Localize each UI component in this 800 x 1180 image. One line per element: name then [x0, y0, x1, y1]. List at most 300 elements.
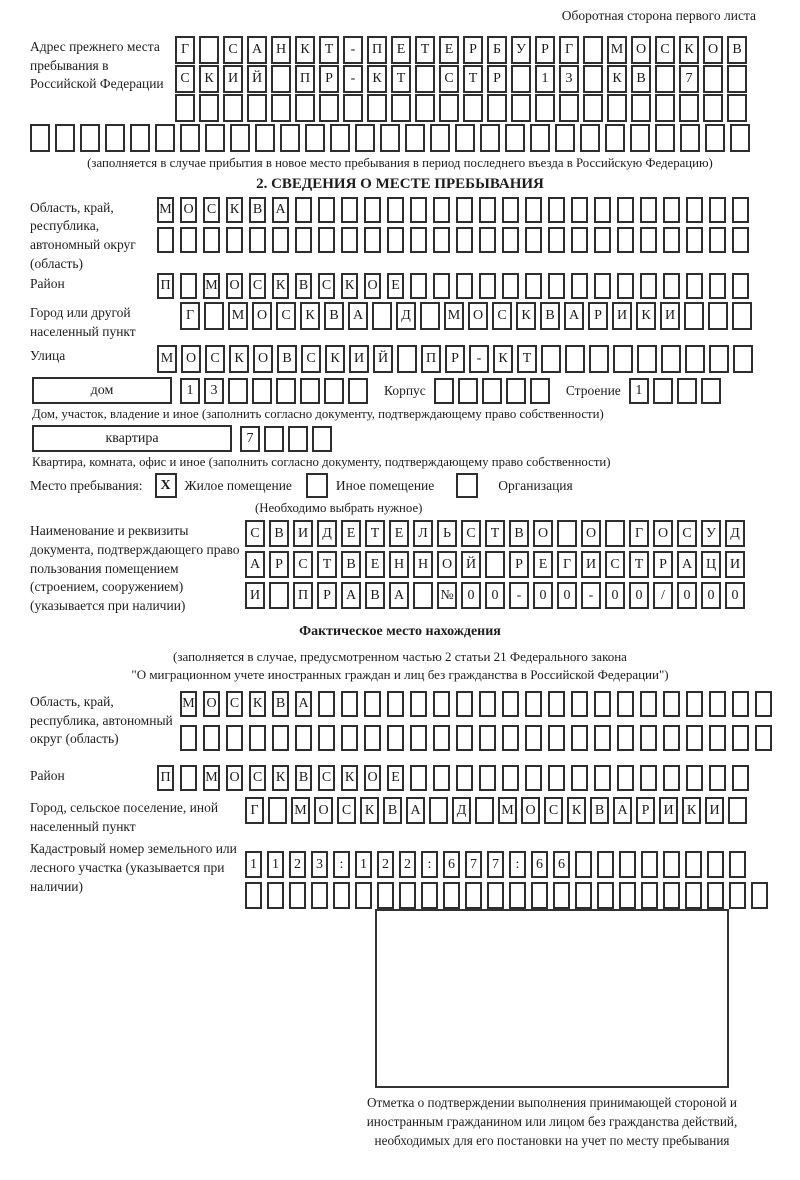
char-cell[interactable]: Г — [559, 36, 579, 64]
char-cell[interactable]: Д — [317, 520, 337, 547]
char-cell[interactable] — [272, 725, 289, 751]
char-cell[interactable] — [245, 882, 262, 909]
char-cell[interactable] — [479, 197, 496, 223]
char-cell[interactable] — [420, 302, 440, 330]
char-cell[interactable] — [755, 725, 772, 751]
char-cell[interactable] — [479, 765, 496, 791]
char-cell[interactable] — [709, 197, 726, 223]
char-cell[interactable]: С — [492, 302, 512, 330]
char-cell[interactable] — [502, 227, 519, 253]
char-cell[interactable] — [223, 94, 243, 122]
char-cell[interactable]: Р — [463, 36, 483, 64]
char-cell[interactable] — [663, 691, 680, 717]
char-cell[interactable] — [289, 882, 306, 909]
char-cell[interactable] — [311, 882, 328, 909]
char-cell[interactable] — [655, 124, 675, 152]
char-cell[interactable]: К — [229, 345, 249, 373]
char-cell[interactable] — [482, 378, 502, 404]
char-cell[interactable] — [247, 94, 267, 122]
char-cell[interactable]: В — [509, 520, 529, 547]
char-cell[interactable]: О — [533, 520, 553, 547]
char-cell[interactable]: И — [223, 65, 243, 93]
char-cell[interactable]: С — [439, 65, 459, 93]
char-cell[interactable] — [605, 124, 625, 152]
char-cell[interactable]: Р — [317, 582, 337, 609]
char-cell[interactable] — [276, 378, 296, 404]
char-cell[interactable] — [640, 273, 657, 299]
char-cell[interactable]: А — [272, 197, 289, 223]
char-cell[interactable] — [479, 691, 496, 717]
char-cell[interactable]: С — [245, 520, 265, 547]
char-cell[interactable] — [655, 94, 675, 122]
char-cell[interactable]: А — [341, 582, 361, 609]
char-cell[interactable] — [295, 725, 312, 751]
char-cell[interactable]: О — [364, 273, 381, 299]
char-cell[interactable]: О — [314, 797, 333, 824]
char-cell[interactable]: О — [703, 36, 723, 64]
char-cell[interactable] — [637, 345, 657, 373]
char-cell[interactable]: К — [325, 345, 345, 373]
char-cell[interactable]: К — [493, 345, 513, 373]
char-cell[interactable] — [684, 302, 704, 330]
char-cell[interactable] — [617, 725, 634, 751]
char-cell[interactable] — [203, 725, 220, 751]
char-cell[interactable]: М — [444, 302, 464, 330]
char-cell[interactable] — [732, 725, 749, 751]
char-cell[interactable] — [755, 691, 772, 717]
char-cell[interactable]: И — [581, 551, 601, 578]
char-cell[interactable] — [312, 426, 332, 452]
char-cell[interactable]: Г — [175, 36, 195, 64]
char-cell[interactable]: 0 — [557, 582, 577, 609]
char-cell[interactable]: Б — [487, 36, 507, 64]
char-cell[interactable]: В — [324, 302, 344, 330]
char-cell[interactable] — [548, 273, 565, 299]
char-cell[interactable] — [686, 227, 703, 253]
char-cell[interactable] — [410, 227, 427, 253]
char-cell[interactable]: Д — [452, 797, 471, 824]
char-cell[interactable]: О — [437, 551, 457, 578]
char-cell[interactable]: И — [659, 797, 678, 824]
char-cell[interactable] — [594, 725, 611, 751]
char-cell[interactable] — [324, 378, 344, 404]
char-cell[interactable] — [663, 765, 680, 791]
char-cell[interactable]: П — [157, 273, 174, 299]
char-cell[interactable] — [640, 227, 657, 253]
char-cell[interactable]: К — [199, 65, 219, 93]
char-cell[interactable]: К — [272, 273, 289, 299]
char-cell[interactable] — [597, 882, 614, 909]
char-cell[interactable] — [571, 227, 588, 253]
char-cell[interactable] — [410, 691, 427, 717]
char-cell[interactable] — [548, 227, 565, 253]
char-cell[interactable] — [703, 65, 723, 93]
char-cell[interactable]: Н — [413, 551, 433, 578]
char-cell[interactable]: 1 — [535, 65, 555, 93]
char-cell[interactable] — [458, 378, 478, 404]
char-cell[interactable]: К — [295, 36, 315, 64]
char-cell[interactable] — [433, 691, 450, 717]
char-cell[interactable]: Т — [415, 36, 435, 64]
char-cell[interactable]: - — [509, 582, 529, 609]
char-cell[interactable]: 0 — [605, 582, 625, 609]
char-cell[interactable]: К — [360, 797, 379, 824]
char-cell[interactable]: 3 — [559, 65, 579, 93]
char-cell[interactable] — [728, 797, 747, 824]
char-cell[interactable]: В — [249, 197, 266, 223]
char-cell[interactable] — [511, 65, 531, 93]
char-cell[interactable]: М — [291, 797, 310, 824]
char-cell[interactable] — [205, 124, 225, 152]
char-cell[interactable] — [487, 94, 507, 122]
char-cell[interactable]: Н — [389, 551, 409, 578]
char-cell[interactable] — [686, 197, 703, 223]
char-cell[interactable]: Г — [557, 551, 577, 578]
char-cell[interactable] — [430, 124, 450, 152]
char-cell[interactable] — [686, 765, 703, 791]
char-cell[interactable] — [640, 725, 657, 751]
char-cell[interactable]: Д — [396, 302, 416, 330]
char-cell[interactable] — [686, 273, 703, 299]
char-cell[interactable]: В — [383, 797, 402, 824]
char-cell[interactable] — [617, 691, 634, 717]
char-cell[interactable] — [252, 378, 272, 404]
char-cell[interactable] — [530, 378, 550, 404]
char-cell[interactable] — [653, 378, 673, 404]
char-cell[interactable]: С — [318, 273, 335, 299]
char-cell[interactable]: М — [203, 273, 220, 299]
char-cell[interactable] — [594, 691, 611, 717]
char-cell[interactable] — [272, 227, 289, 253]
char-cell[interactable]: Е — [391, 36, 411, 64]
char-cell[interactable] — [456, 765, 473, 791]
char-cell[interactable] — [548, 197, 565, 223]
char-cell[interactable]: Е — [387, 273, 404, 299]
char-cell[interactable]: : — [421, 851, 438, 878]
char-cell[interactable]: : — [509, 851, 526, 878]
char-cell[interactable] — [391, 94, 411, 122]
char-cell[interactable]: 6 — [443, 851, 460, 878]
char-cell[interactable]: И — [245, 582, 265, 609]
char-cell[interactable] — [709, 273, 726, 299]
char-cell[interactable]: Е — [387, 765, 404, 791]
char-cell[interactable]: О — [181, 345, 201, 373]
char-cell[interactable]: С — [544, 797, 563, 824]
char-cell[interactable]: 2 — [399, 851, 416, 878]
char-cell[interactable] — [553, 882, 570, 909]
char-cell[interactable] — [180, 273, 197, 299]
char-cell[interactable]: И — [293, 520, 313, 547]
char-cell[interactable] — [732, 273, 749, 299]
char-cell[interactable]: А — [406, 797, 425, 824]
char-cell[interactable]: 7 — [487, 851, 504, 878]
char-cell[interactable] — [333, 882, 350, 909]
char-cell[interactable]: 1 — [180, 378, 200, 404]
char-cell[interactable] — [405, 124, 425, 152]
char-cell[interactable] — [180, 227, 197, 253]
char-cell[interactable] — [655, 65, 675, 93]
char-cell[interactable]: К — [300, 302, 320, 330]
char-cell[interactable] — [479, 227, 496, 253]
char-cell[interactable] — [318, 227, 335, 253]
char-cell[interactable]: / — [653, 582, 673, 609]
char-cell[interactable]: В — [365, 582, 385, 609]
char-cell[interactable]: 1 — [629, 378, 649, 404]
char-cell[interactable] — [732, 765, 749, 791]
char-cell[interactable]: Р — [269, 551, 289, 578]
char-cell[interactable] — [439, 94, 459, 122]
char-cell[interactable] — [421, 882, 438, 909]
char-cell[interactable]: П — [157, 765, 174, 791]
char-cell[interactable]: А — [613, 797, 632, 824]
char-cell[interactable] — [80, 124, 100, 152]
char-cell[interactable] — [707, 882, 724, 909]
char-cell[interactable] — [701, 378, 721, 404]
char-cell[interactable]: И — [725, 551, 745, 578]
char-cell[interactable] — [288, 426, 308, 452]
char-cell[interactable] — [367, 94, 387, 122]
char-cell[interactable]: М — [203, 765, 220, 791]
char-cell[interactable] — [541, 345, 561, 373]
char-cell[interactable] — [525, 197, 542, 223]
char-cell[interactable] — [433, 725, 450, 751]
char-cell[interactable]: Й — [461, 551, 481, 578]
char-cell[interactable] — [555, 124, 575, 152]
char-cell[interactable]: Р — [445, 345, 465, 373]
char-cell[interactable]: К — [272, 765, 289, 791]
char-cell[interactable] — [571, 691, 588, 717]
char-cell[interactable] — [415, 65, 435, 93]
char-cell[interactable] — [364, 691, 381, 717]
char-cell[interactable] — [583, 94, 603, 122]
char-cell[interactable] — [364, 725, 381, 751]
char-cell[interactable]: И — [705, 797, 724, 824]
char-cell[interactable]: К — [567, 797, 586, 824]
char-cell[interactable] — [380, 124, 400, 152]
char-cell[interactable]: 6 — [531, 851, 548, 878]
char-cell[interactable] — [249, 227, 266, 253]
char-cell[interactable]: К — [682, 797, 701, 824]
char-cell[interactable]: Г — [245, 797, 264, 824]
char-cell[interactable] — [729, 882, 746, 909]
char-cell[interactable] — [399, 882, 416, 909]
char-cell[interactable] — [571, 273, 588, 299]
char-cell[interactable] — [729, 851, 746, 878]
char-cell[interactable]: К — [341, 765, 358, 791]
char-cell[interactable] — [433, 227, 450, 253]
char-cell[interactable]: В — [727, 36, 747, 64]
char-cell[interactable]: М — [157, 197, 174, 223]
char-cell[interactable] — [525, 725, 542, 751]
char-cell[interactable] — [559, 94, 579, 122]
char-cell[interactable] — [433, 765, 450, 791]
char-cell[interactable] — [343, 94, 363, 122]
char-cell[interactable] — [413, 582, 433, 609]
char-cell[interactable] — [410, 197, 427, 223]
char-cell[interactable]: Р — [487, 65, 507, 93]
char-cell[interactable] — [456, 691, 473, 717]
char-cell[interactable] — [410, 725, 427, 751]
char-cell[interactable]: Т — [319, 36, 339, 64]
char-cell[interactable] — [502, 765, 519, 791]
char-cell[interactable]: : — [333, 851, 350, 878]
char-cell[interactable]: Ь — [437, 520, 457, 547]
char-cell[interactable] — [456, 227, 473, 253]
char-cell[interactable] — [535, 94, 555, 122]
char-cell[interactable] — [280, 124, 300, 152]
char-cell[interactable] — [525, 273, 542, 299]
char-cell[interactable] — [641, 851, 658, 878]
char-cell[interactable]: К — [516, 302, 536, 330]
char-cell[interactable] — [531, 882, 548, 909]
char-cell[interactable]: К — [226, 197, 243, 223]
char-cell[interactable]: Т — [517, 345, 537, 373]
char-cell[interactable]: В — [269, 520, 289, 547]
char-cell[interactable]: Р — [509, 551, 529, 578]
char-cell[interactable] — [619, 882, 636, 909]
char-cell[interactable]: Е — [389, 520, 409, 547]
char-cell[interactable] — [709, 765, 726, 791]
char-cell[interactable]: 0 — [677, 582, 697, 609]
char-cell[interactable]: А — [677, 551, 697, 578]
char-cell[interactable] — [685, 882, 702, 909]
char-cell[interactable]: Р — [636, 797, 655, 824]
char-cell[interactable]: В — [272, 691, 289, 717]
char-cell[interactable] — [583, 36, 603, 64]
char-cell[interactable]: Р — [535, 36, 555, 64]
char-cell[interactable] — [341, 691, 358, 717]
char-cell[interactable] — [617, 765, 634, 791]
char-cell[interactable] — [525, 227, 542, 253]
char-cell[interactable]: О — [521, 797, 540, 824]
char-cell[interactable] — [341, 197, 358, 223]
char-cell[interactable]: И — [349, 345, 369, 373]
char-cell[interactable]: Л — [413, 520, 433, 547]
char-cell[interactable] — [319, 94, 339, 122]
char-cell[interactable] — [575, 851, 592, 878]
char-cell[interactable] — [594, 273, 611, 299]
char-cell[interactable]: Е — [533, 551, 553, 578]
char-cell[interactable]: О — [252, 302, 272, 330]
char-cell[interactable]: М — [607, 36, 627, 64]
char-cell[interactable] — [617, 227, 634, 253]
char-cell[interactable] — [130, 124, 150, 152]
char-cell[interactable]: Й — [373, 345, 393, 373]
char-cell[interactable] — [732, 691, 749, 717]
char-cell[interactable] — [410, 765, 427, 791]
char-cell[interactable] — [502, 273, 519, 299]
char-cell[interactable] — [372, 302, 392, 330]
char-cell[interactable] — [727, 65, 747, 93]
char-cell[interactable]: О — [226, 273, 243, 299]
char-cell[interactable] — [387, 227, 404, 253]
char-cell[interactable]: 0 — [629, 582, 649, 609]
char-cell[interactable] — [525, 691, 542, 717]
char-cell[interactable] — [548, 691, 565, 717]
char-cell[interactable]: С — [175, 65, 195, 93]
char-cell[interactable]: В — [590, 797, 609, 824]
char-cell[interactable]: В — [540, 302, 560, 330]
char-cell[interactable]: К — [607, 65, 627, 93]
char-cell[interactable]: О — [468, 302, 488, 330]
char-cell[interactable] — [433, 273, 450, 299]
char-cell[interactable] — [295, 197, 312, 223]
char-cell[interactable] — [583, 65, 603, 93]
char-cell[interactable]: 1 — [245, 851, 262, 878]
char-cell[interactable]: - — [343, 65, 363, 93]
char-cell[interactable] — [709, 227, 726, 253]
char-cell[interactable] — [732, 302, 752, 330]
char-cell[interactable]: В — [295, 273, 312, 299]
char-cell[interactable]: П — [367, 36, 387, 64]
char-cell[interactable] — [475, 797, 494, 824]
char-cell[interactable] — [732, 227, 749, 253]
char-cell[interactable] — [617, 197, 634, 223]
char-cell[interactable]: У — [701, 520, 721, 547]
char-cell[interactable] — [479, 725, 496, 751]
char-cell[interactable]: С — [337, 797, 356, 824]
char-cell[interactable]: 2 — [377, 851, 394, 878]
char-cell[interactable] — [264, 426, 284, 452]
char-cell[interactable]: - — [343, 36, 363, 64]
char-cell[interactable] — [709, 345, 729, 373]
char-cell[interactable]: С — [655, 36, 675, 64]
char-cell[interactable] — [199, 36, 219, 64]
char-cell[interactable] — [548, 765, 565, 791]
char-cell[interactable] — [433, 197, 450, 223]
char-cell[interactable] — [341, 725, 358, 751]
char-cell[interactable]: 3 — [311, 851, 328, 878]
char-cell[interactable] — [480, 124, 500, 152]
char-cell[interactable] — [640, 765, 657, 791]
char-cell[interactable] — [571, 765, 588, 791]
char-cell[interactable] — [463, 94, 483, 122]
char-cell[interactable] — [679, 94, 699, 122]
char-cell[interactable]: К — [249, 691, 266, 717]
char-cell[interactable] — [502, 691, 519, 717]
char-cell[interactable] — [105, 124, 125, 152]
char-cell[interactable]: Р — [653, 551, 673, 578]
char-cell[interactable] — [269, 582, 289, 609]
char-cell[interactable]: И — [660, 302, 680, 330]
char-cell[interactable] — [456, 197, 473, 223]
char-cell[interactable]: Т — [365, 520, 385, 547]
char-cell[interactable] — [364, 197, 381, 223]
char-cell[interactable] — [571, 725, 588, 751]
char-cell[interactable] — [175, 94, 195, 122]
char-cell[interactable]: А — [247, 36, 267, 64]
char-cell[interactable] — [455, 124, 475, 152]
char-cell[interactable] — [640, 197, 657, 223]
char-cell[interactable] — [506, 378, 526, 404]
char-cell[interactable]: А — [295, 691, 312, 717]
char-cell[interactable] — [594, 227, 611, 253]
char-cell[interactable] — [663, 851, 680, 878]
char-cell[interactable]: Н — [271, 36, 291, 64]
char-cell[interactable]: О — [180, 197, 197, 223]
char-cell[interactable]: 7 — [465, 851, 482, 878]
char-cell[interactable]: 7 — [679, 65, 699, 93]
char-cell[interactable]: С — [677, 520, 697, 547]
char-cell[interactable] — [348, 378, 368, 404]
char-cell[interactable] — [415, 94, 435, 122]
char-cell[interactable] — [733, 345, 753, 373]
char-cell[interactable]: 0 — [725, 582, 745, 609]
char-cell[interactable] — [271, 65, 291, 93]
char-cell[interactable] — [732, 197, 749, 223]
char-cell[interactable] — [318, 197, 335, 223]
char-cell[interactable]: М — [157, 345, 177, 373]
